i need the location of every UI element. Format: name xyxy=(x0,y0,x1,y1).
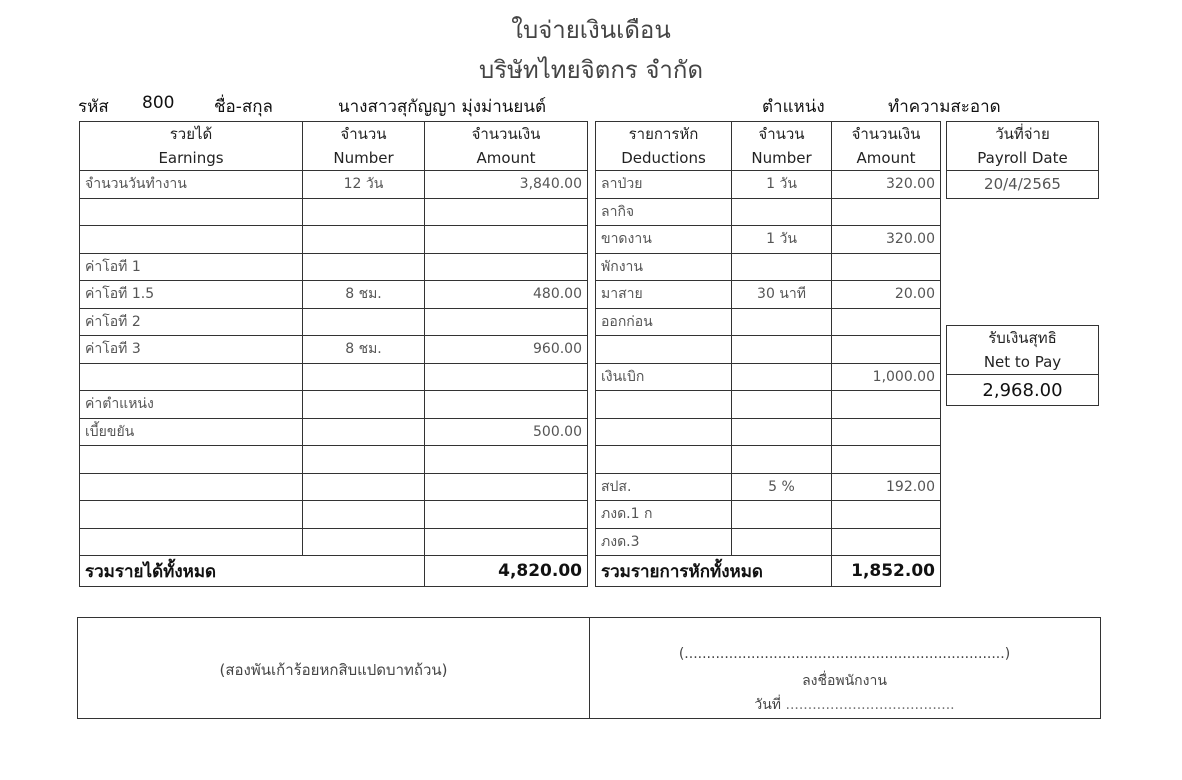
payroll-date-box xyxy=(946,121,1099,199)
deductions-row xyxy=(596,501,941,529)
earnings-row xyxy=(80,363,588,391)
deductions-cell xyxy=(732,308,832,336)
signature-line: (........................................................................) xyxy=(678,646,1011,662)
earnings-cell xyxy=(303,528,425,556)
earnings-cell: 8 ชม. xyxy=(303,336,425,364)
earnings-cell xyxy=(80,226,303,254)
amount-in-words: (สองพันเก้าร้อยหกสิบแปดบาทถ้วน) xyxy=(219,661,448,679)
deductions-cell xyxy=(596,418,732,446)
earnings-cell: 12 วัน xyxy=(303,171,425,199)
earnings-cell xyxy=(425,363,588,391)
earnings-cell: จำนวนวันทำงาน xyxy=(80,171,303,199)
earnings-cell: 500.00 xyxy=(425,418,588,446)
earnings-cell: 3,840.00 xyxy=(425,171,588,199)
deductions-cell: ขาดงาน xyxy=(596,226,732,254)
deductions-cell: 5 % xyxy=(732,473,832,501)
earnings-cell xyxy=(80,198,303,226)
deductions-row xyxy=(596,528,941,556)
date-label: วันที่ xyxy=(754,697,782,713)
earnings-cell: 480.00 xyxy=(425,281,588,309)
earnings-cell xyxy=(303,308,425,336)
deductions-row xyxy=(596,308,941,336)
earnings-cell xyxy=(425,226,588,254)
earnings-row xyxy=(80,391,588,419)
employee-code: 800 xyxy=(142,93,175,113)
earnings-total-value: 4,820.00 xyxy=(425,556,588,587)
deductions-total-row xyxy=(596,556,941,587)
deductions-cell xyxy=(732,418,832,446)
deductions-cell xyxy=(832,253,941,281)
earnings-row xyxy=(80,226,588,254)
deductions-header-cell: จำนวนเงิน Amount xyxy=(832,122,941,171)
earnings-row xyxy=(80,171,588,199)
earnings-cell xyxy=(425,253,588,281)
payroll-date-label: วันที่จ่าย Payroll Date xyxy=(947,122,1099,171)
signature-date xyxy=(589,694,1110,716)
employee-name: นางสาวสุกัญญา มุ่งม่านยนต์ xyxy=(338,97,547,117)
deductions-cell xyxy=(832,418,941,446)
earnings-cell xyxy=(425,446,588,474)
deductions-cell: 1,000.00 xyxy=(832,363,941,391)
earnings-cell xyxy=(80,473,303,501)
earnings-cell xyxy=(303,418,425,446)
deductions-cell: 30 นาที xyxy=(732,281,832,309)
earnings-total-row xyxy=(80,556,588,587)
deductions-cell: มาสาย xyxy=(596,281,732,309)
deductions-row xyxy=(596,171,941,199)
earnings-cell: 8 ชม. xyxy=(303,281,425,309)
deductions-cell xyxy=(732,336,832,364)
document-title: ใบจ่ายเงินเดือน xyxy=(511,16,671,44)
earnings-cell xyxy=(303,391,425,419)
earnings-cell xyxy=(303,363,425,391)
company-name: บริษัทไทยจิตกร จำกัด xyxy=(478,56,704,84)
earnings-row xyxy=(80,528,588,556)
deductions-total-label: รวมรายการหักทั้งหมด xyxy=(596,556,832,587)
earnings-row xyxy=(80,473,588,501)
deductions-cell: ภงด.3 xyxy=(596,528,732,556)
earnings-cell xyxy=(303,198,425,226)
earnings-cell: 960.00 xyxy=(425,336,588,364)
deductions-row xyxy=(596,391,941,419)
deductions-cell xyxy=(732,528,832,556)
earnings-header-cell: จำนวน Number xyxy=(303,122,425,171)
deductions-cell: 20.00 xyxy=(832,281,941,309)
earnings-row xyxy=(80,308,588,336)
earnings-cell xyxy=(425,528,588,556)
deductions-row xyxy=(596,281,941,309)
earnings-cell xyxy=(303,473,425,501)
deductions-cell xyxy=(732,446,832,474)
deductions-row xyxy=(596,198,941,226)
earnings-cell xyxy=(303,501,425,529)
earnings-cell xyxy=(425,198,588,226)
earnings-cell: ค่าตำแหน่ง xyxy=(80,391,303,419)
deductions-row xyxy=(596,446,941,474)
deductions-cell xyxy=(596,446,732,474)
earnings-cell: เบี้ยขยัน xyxy=(80,418,303,446)
deductions-cell: 1 วัน xyxy=(732,226,832,254)
earnings-cell xyxy=(425,391,588,419)
deductions-cell xyxy=(732,501,832,529)
earnings-table xyxy=(79,121,588,587)
signature-section xyxy=(77,617,1101,719)
earnings-cell xyxy=(303,446,425,474)
earnings-cell: ค่าโอที 2 xyxy=(80,308,303,336)
deductions-cell xyxy=(596,336,732,364)
payroll-date-value: 20/4/2565 xyxy=(947,171,1099,199)
earnings-row xyxy=(80,253,588,281)
earnings-row xyxy=(80,446,588,474)
deductions-cell: ภงด.1 ก xyxy=(596,501,732,529)
deductions-cell: ลากิจ xyxy=(596,198,732,226)
net-pay-label: รับเงินสุทธิ Net to Pay xyxy=(947,326,1099,375)
earnings-cell xyxy=(80,501,303,529)
earnings-cell: ค่าโอที 1 xyxy=(80,253,303,281)
earnings-cell xyxy=(80,363,303,391)
employee-code-label: รหัส xyxy=(78,97,109,117)
deductions-cell: สปส. xyxy=(596,473,732,501)
net-pay-box xyxy=(946,325,1099,406)
deductions-cell: พักงาน xyxy=(596,253,732,281)
deductions-cell xyxy=(732,198,832,226)
earnings-cell xyxy=(425,308,588,336)
deductions-row xyxy=(596,336,941,364)
deductions-cell xyxy=(832,528,941,556)
deductions-header-cell: รายการหัก Deductions xyxy=(596,122,732,171)
deductions-cell xyxy=(832,308,941,336)
deductions-cell: 320.00 xyxy=(832,226,941,254)
earnings-cell xyxy=(80,446,303,474)
deductions-cell xyxy=(832,198,941,226)
earnings-row xyxy=(80,501,588,529)
deductions-cell xyxy=(832,446,941,474)
deductions-row xyxy=(596,418,941,446)
deductions-cell: ออกก่อน xyxy=(596,308,732,336)
deductions-cell xyxy=(832,336,941,364)
earnings-row xyxy=(80,336,588,364)
deductions-cell: 192.00 xyxy=(832,473,941,501)
net-pay-value: 2,968.00 xyxy=(947,375,1099,406)
deductions-cell xyxy=(832,391,941,419)
position-label: ตำแหน่ง xyxy=(762,97,825,117)
deductions-header-cell: จำนวน Number xyxy=(732,122,832,171)
position-value: ทำความสะอาด xyxy=(888,97,1001,117)
deductions-row xyxy=(596,226,941,254)
earnings-total-label: รวมรายได้ทั้งหมด xyxy=(80,556,425,587)
deductions-row xyxy=(596,473,941,501)
deductions-cell: เงินเบิก xyxy=(596,363,732,391)
earnings-row xyxy=(80,281,588,309)
earnings-cell xyxy=(80,528,303,556)
deductions-cell xyxy=(732,391,832,419)
earnings-cell: ค่าโอที 3 xyxy=(80,336,303,364)
deductions-cell: 1 วัน xyxy=(732,171,832,199)
deductions-cell xyxy=(732,253,832,281)
deductions-total-value: 1,852.00 xyxy=(832,556,941,587)
earnings-cell xyxy=(303,226,425,254)
deductions-header-row xyxy=(596,122,941,171)
deductions-row xyxy=(596,253,941,281)
deductions-table xyxy=(595,121,941,587)
deductions-row xyxy=(596,363,941,391)
earnings-row xyxy=(80,198,588,226)
deductions-cell xyxy=(832,501,941,529)
deductions-cell: ลาป่วย xyxy=(596,171,732,199)
earnings-cell: ค่าโอที 1.5 xyxy=(80,281,303,309)
employee-name-label: ชื่อ-สกุล xyxy=(214,97,273,117)
earnings-cell xyxy=(425,473,588,501)
earnings-header-cell: จำนวนเงิน Amount xyxy=(425,122,588,171)
earnings-cell xyxy=(303,253,425,281)
earnings-cell xyxy=(425,501,588,529)
deductions-cell xyxy=(596,391,732,419)
date-line: ...................................... xyxy=(785,697,955,713)
earnings-header-row xyxy=(80,122,588,171)
deductions-cell: 320.00 xyxy=(832,171,941,199)
earnings-header-cell: รวยได้ Earnings xyxy=(80,122,303,171)
deductions-cell xyxy=(732,363,832,391)
earnings-row xyxy=(80,418,588,446)
signature-label: ลงชื่อพนักงาน xyxy=(802,673,887,689)
